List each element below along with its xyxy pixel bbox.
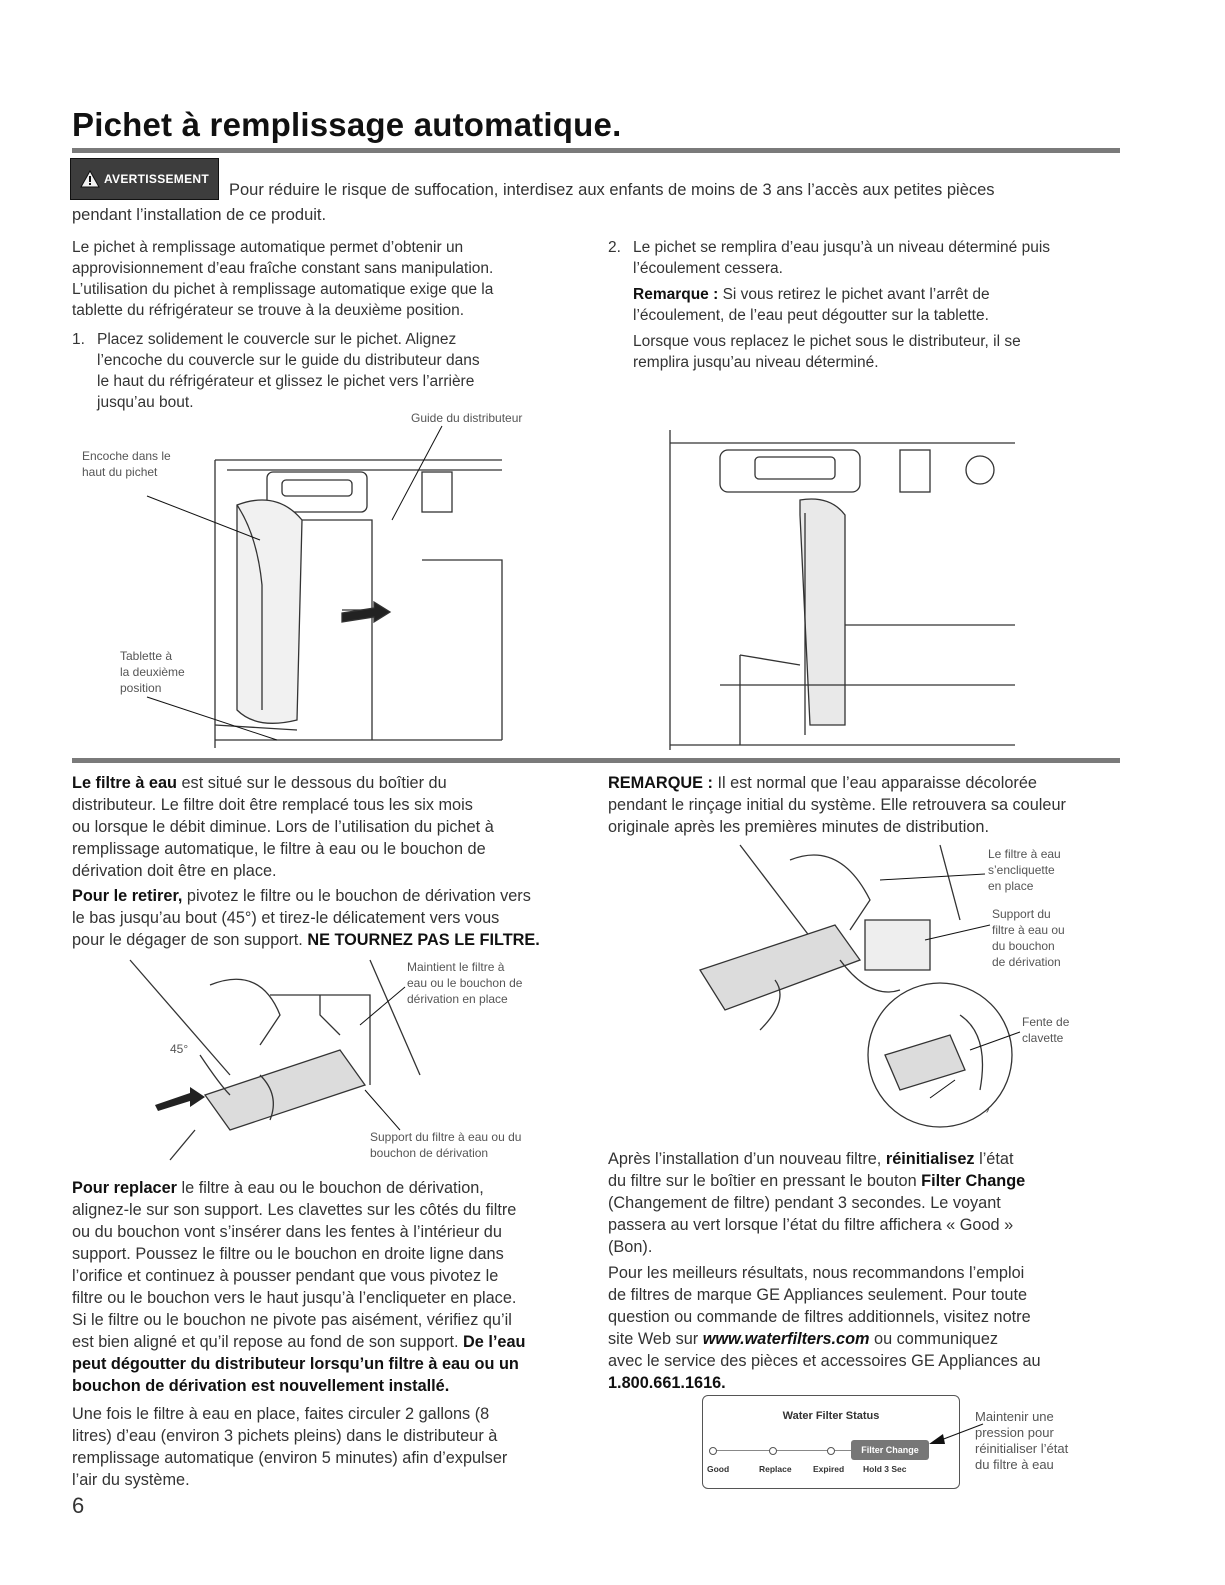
filter-change-label: Filter Change bbox=[921, 1172, 1026, 1190]
intro-line: Le pichet à remplissage automatique permet d’obtenir un bbox=[72, 239, 464, 256]
title-rule bbox=[72, 148, 1120, 153]
reset-text: du filtre sur le boîtier en pressant le bouton bbox=[608, 1172, 922, 1190]
reset-paragraph bbox=[608, 1148, 1025, 1258]
step2-after-line: remplira jusqu’au niveau déterminé. bbox=[633, 354, 879, 371]
note-line: pendant le rinçage initial du système. Elle retrouvera sa couleur bbox=[608, 796, 1066, 814]
label-angle: 45° bbox=[170, 1042, 189, 1056]
step2-text bbox=[633, 237, 1050, 373]
filter-line: distributeur. Le filtre doit être remplacé tous les six mois bbox=[72, 796, 473, 814]
water-filter-status-panel bbox=[702, 1395, 960, 1489]
replace-line: filtre ou le bouchon vers le haut jusqu’à l’encliqueter en place. bbox=[72, 1289, 517, 1307]
label-support: Support du filtre à eau ou du bbox=[370, 1130, 522, 1144]
replace-line: est bien aligné et qu’il repose au fond de son support. bbox=[72, 1333, 464, 1351]
flush-paragraph bbox=[72, 1403, 507, 1491]
flush-line: l’air du système. bbox=[72, 1471, 190, 1489]
label-support-6: de dérivation bbox=[992, 955, 1061, 969]
intro-line: tablette du réfrigérateur se trouve à la deuxième position. bbox=[72, 302, 465, 319]
pull-arrow bbox=[155, 1087, 205, 1111]
reset-text: l’état bbox=[974, 1150, 1014, 1168]
flush-line: remplissage automatique (environ 5 minutes) afin d’expulser bbox=[72, 1449, 508, 1467]
intro-line: approvisionnement d’eau fraîche constant sans manipulation. bbox=[72, 260, 494, 277]
fridge-drawing bbox=[215, 460, 502, 748]
intro-paragraph bbox=[72, 237, 493, 321]
remark-label: Remarque : bbox=[633, 286, 719, 303]
fig3-leader-lines bbox=[360, 987, 405, 1130]
step2-line: Le pichet se remplira d’eau jusqu’à un niveau déterminé puis bbox=[633, 239, 1051, 256]
best-line: Pour les meilleurs résultats, nous recommandons l’emploi bbox=[608, 1264, 1025, 1282]
label-encliquette-3: en place bbox=[988, 879, 1034, 893]
note-label: REMARQUE : bbox=[608, 774, 713, 792]
step1-text bbox=[97, 329, 480, 413]
status-dot-replace bbox=[769, 1447, 777, 1455]
label-support-4: filtre à eau ou bbox=[992, 923, 1065, 937]
pitcher-filled-illustration bbox=[660, 425, 1020, 755]
note-line: originale après les premières minutes de distribution. bbox=[608, 818, 989, 836]
label-encliquette: Le filtre à eau bbox=[988, 847, 1061, 861]
filter-paragraph bbox=[72, 772, 540, 951]
fridge-drawing-2 bbox=[670, 430, 1015, 750]
step2-after-line: Lorsque vous replacez le pichet sous le distributeur, il se bbox=[633, 333, 1021, 350]
reset-text: Après l’installation d’un nouveau filtre, bbox=[608, 1150, 886, 1168]
warning-text-2: pendant l’installation de ce produit. bbox=[72, 206, 327, 224]
reset-line: (Bon). bbox=[608, 1238, 653, 1256]
warning-badge bbox=[70, 158, 219, 200]
label-hold: Hold 3 Sec bbox=[863, 1464, 907, 1474]
label-encoche: Encoche dans le bbox=[82, 449, 171, 463]
best-line: de filtres de marque GE Appliances seulement. Pour toute bbox=[608, 1286, 1028, 1304]
warning-text: Pour réduire le risque de suffocation, interdisez aux enfants de moins de 3 ans l’accès aux petites pièces bbox=[229, 181, 995, 199]
section-rule bbox=[72, 758, 1120, 763]
reset-line: passera au vert lorsque l’état du filtre affichera « Good » bbox=[608, 1216, 1014, 1234]
remark-text: Si vous retirez le pichet avant l’arrêt de bbox=[718, 286, 990, 303]
reset-bold: réinitialisez bbox=[885, 1150, 975, 1168]
label-good: Good bbox=[707, 1464, 730, 1474]
filter-removal-illustration bbox=[110, 955, 580, 1170]
drip-warning-line: bouchon de dérivation est nouvellement installé. bbox=[72, 1377, 450, 1395]
best-results-paragraph bbox=[608, 1262, 1041, 1394]
drip-warning-line: peut dégoutter du distributeur lorsqu’un filtre à eau ou un bbox=[72, 1355, 519, 1373]
callout-line: du filtre à eau bbox=[975, 1457, 1054, 1472]
remove-line: pour le dégager de son support. bbox=[72, 931, 308, 949]
remove-line: pivotez le filtre ou le bouchon de dérivation vers bbox=[182, 887, 531, 905]
note-line: Il est normal que l’eau apparaisse décolorée bbox=[712, 774, 1037, 792]
label-encliquette-2: s’encliquette bbox=[988, 863, 1055, 877]
step1-number: 1. bbox=[72, 331, 85, 348]
best-text: ou communiquez bbox=[869, 1330, 999, 1348]
replace-line: ou du bouchon vont s’insérer dans les fentes à l’intérieur du bbox=[72, 1223, 502, 1241]
status-dot-expired bbox=[827, 1447, 835, 1455]
step1-line: l’encoche du couvercle sur le guide du distributeur dans bbox=[97, 352, 480, 369]
replace-line: l’orifice et continuez à pousser pendant que vous pivotez le bbox=[72, 1267, 499, 1285]
filter-line: dérivation doit être en place. bbox=[72, 862, 277, 880]
filter-install-illustration bbox=[640, 840, 1100, 1145]
filter-detail-drawing bbox=[700, 845, 1012, 1127]
best-line: question ou commande de filtres additionnels, visitez notre bbox=[608, 1308, 1031, 1326]
reset-line: (Changement de filtre) pendant 3 secondes. Le voyant bbox=[608, 1194, 1001, 1212]
flush-line: Une fois le filtre à eau en place, faites circuler 2 gallons (8 bbox=[72, 1405, 490, 1423]
replace-line: alignez-le sur son support. Les clavettes sur les côtés du filtre bbox=[72, 1201, 517, 1219]
label-tablette-3: position bbox=[120, 681, 162, 695]
replace-paragraph bbox=[72, 1177, 525, 1397]
label-fente-2: clavette bbox=[1022, 1031, 1064, 1045]
step2-number: 2. bbox=[608, 239, 621, 256]
phone-number: 1.800.661.1616. bbox=[608, 1374, 726, 1392]
status-indicator-line bbox=[713, 1450, 863, 1451]
panel-title: Water Filter Status bbox=[782, 1410, 880, 1422]
label-expired: Expired bbox=[813, 1464, 845, 1474]
pitcher-install-illustration bbox=[72, 410, 572, 755]
replace-line: support. Poussez le filtre ou le bouchon en droite ligne dans bbox=[72, 1245, 504, 1263]
warning-icon bbox=[80, 170, 100, 188]
no-turn-warning: NE TOURNEZ PAS LE FILTRE. bbox=[307, 931, 540, 949]
label-replace: Replace bbox=[759, 1464, 792, 1474]
label-support-2: bouchon de dérivation bbox=[370, 1146, 489, 1160]
remark-line: l’écoulement, de l’eau peut dégoutter sur la tablette. bbox=[633, 307, 989, 324]
label-fente: Fente de bbox=[1022, 1015, 1070, 1029]
flush-line: litres) d’eau (environ 3 pichets pleins) dans le distributeur à bbox=[72, 1427, 498, 1445]
label-tablette: Tablette à bbox=[120, 649, 173, 663]
replace-lead: Pour replacer bbox=[72, 1179, 177, 1197]
step1-line: Placez solidement le couvercle sur le pichet. Alignez bbox=[97, 331, 457, 348]
label-maintient-3: dérivation en place bbox=[407, 992, 508, 1006]
status-dot-good bbox=[709, 1447, 717, 1455]
label-support-3: Support du bbox=[992, 907, 1051, 921]
label-maintient-2: eau ou le bouchon de bbox=[407, 976, 523, 990]
filter-line: est situé sur le dessous du boîtier du bbox=[176, 774, 447, 792]
filter-line: remplissage automatique, le filtre à eau ou le bouchon de bbox=[72, 840, 486, 858]
note-paragraph bbox=[608, 772, 1066, 838]
best-text: site Web sur bbox=[608, 1330, 703, 1348]
panel-callout bbox=[975, 1409, 1068, 1473]
filter-change-button[interactable]: Filter Change bbox=[851, 1440, 929, 1460]
remove-lead: Pour le retirer, bbox=[72, 887, 183, 905]
page-title: Pichet à remplissage automatique. bbox=[72, 106, 622, 143]
step1-line: jusqu’au bout. bbox=[97, 394, 194, 411]
label-maintient: Maintient le filtre à bbox=[407, 960, 505, 974]
intro-line: L’utilisation du pichet à remplissage automatique exige que la bbox=[72, 281, 494, 298]
step2-line: l’écoulement cessera. bbox=[633, 260, 783, 277]
filter-line: ou lorsque le débit diminue. Lors de l’utilisation du pichet à bbox=[72, 818, 494, 836]
callout-line: Maintenir une bbox=[975, 1409, 1054, 1424]
label-encoche-2: haut du pichet bbox=[82, 465, 158, 479]
label-tablette-2: la deuxième bbox=[120, 665, 185, 679]
drip-warning: De l’eau bbox=[463, 1333, 526, 1351]
replace-line: le filtre à eau ou le bouchon de dérivation, bbox=[176, 1179, 484, 1197]
callout-line: pression pour bbox=[975, 1425, 1054, 1440]
label-support-5: du bouchon bbox=[992, 939, 1055, 953]
replace-line: Si le filtre ou le bouchon ne pivote pas aisément, vérifiez qu’il bbox=[72, 1311, 512, 1329]
filter-lead: Le filtre à eau bbox=[72, 774, 177, 792]
page-number: 6 bbox=[72, 1493, 85, 1518]
best-line: avec le service des pièces et accessoires GE Appliances au bbox=[608, 1352, 1041, 1370]
warning-label: AVERTISSEMENT bbox=[103, 172, 210, 186]
label-guide: Guide du distributeur bbox=[411, 411, 523, 425]
website-link[interactable]: www.waterfilters.com bbox=[702, 1330, 870, 1348]
step1-line: le haut du réfrigérateur et glissez le pichet vers l’arrière bbox=[97, 373, 475, 390]
remove-line: le bas jusqu’au bout (45°) et tirez-le délicatement vers vous bbox=[72, 909, 500, 927]
callout-line: réinitialiser l’état bbox=[975, 1441, 1069, 1456]
